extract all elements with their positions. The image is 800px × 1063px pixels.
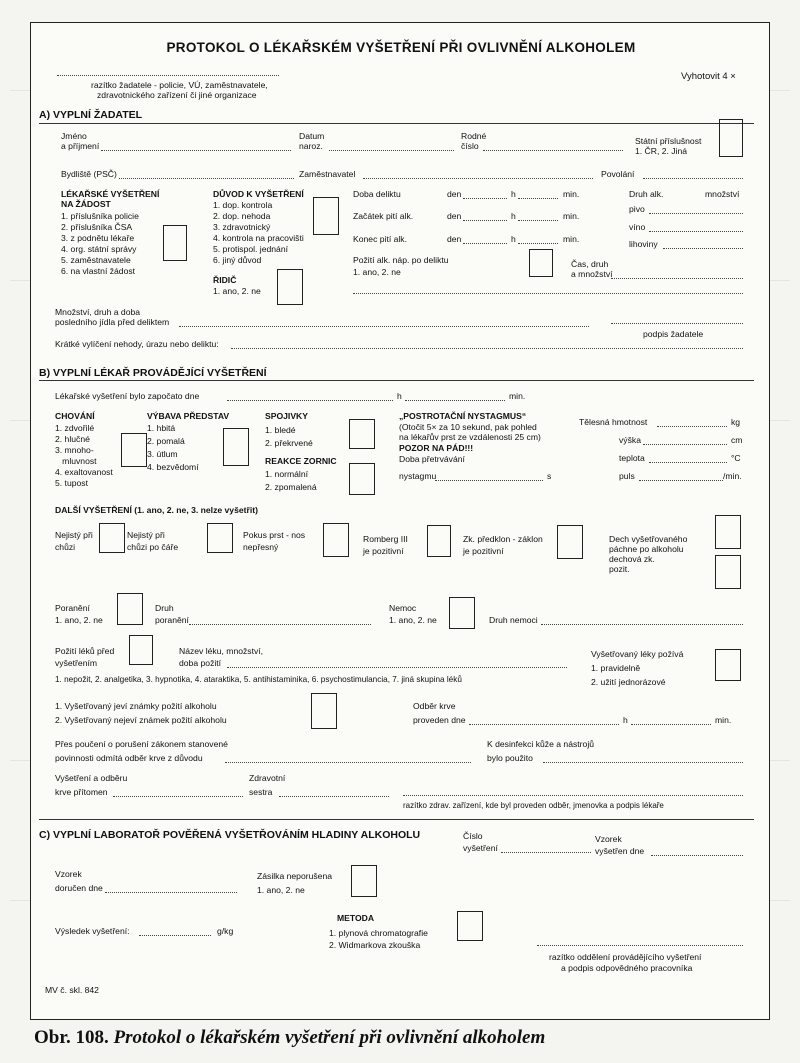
form-code: MV č. skl. 842 (45, 985, 99, 995)
citizenship-label: Státní příslušnost (635, 136, 702, 146)
weight-unit: kg (731, 417, 741, 427)
stamp-label-1: razítko žadatele - policie, VÚ, zaměstnavatele, (91, 80, 268, 90)
uses-drugs-opt-2: 2. užití jednorázové (591, 677, 666, 687)
time-kind-label-1: Čas, druh (571, 259, 609, 269)
breath-label-3: dechová zk. (609, 554, 655, 564)
exam-request-heading-1: LÉKAŘSKÉ VYŠETŘENÍ (61, 189, 160, 199)
exam-opt-6: 6. na vlastní žádost (61, 266, 136, 276)
wine-field[interactable] (649, 231, 743, 232)
reason-opt-4: 4. kontrola na pracovišti (213, 233, 304, 243)
refuse-reason-field[interactable] (225, 762, 471, 763)
conj-heading: SPOJIVKY (265, 411, 308, 421)
pulse-unit: /min. (723, 471, 742, 481)
stamp-label-2: zdravotnického zařízení či jiné organizace (97, 90, 257, 100)
day-label: den (447, 211, 462, 221)
equip-opt-3: 3. útlum (147, 449, 178, 459)
nystagmus-label: nystagmu (399, 471, 437, 481)
drugs-label-2: vyšetřením (55, 658, 98, 668)
exam-opt-3: 3. z podnětu lékaře (61, 233, 135, 243)
weight-field[interactable] (657, 426, 727, 427)
time-kind-label-2: a množství (571, 269, 613, 279)
uses-drugs-label: Vyšetřovaný léky požívá (591, 649, 684, 659)
injury-label: Poranění (55, 603, 90, 613)
day-label: den (447, 234, 462, 244)
temperature-field[interactable] (649, 462, 727, 463)
temperature-label: teplota (619, 453, 645, 463)
parcel-box[interactable] (351, 865, 377, 897)
pupil-opt-1: 1. normální (265, 469, 308, 479)
result-label: Výsledek vyšetření: (55, 926, 130, 936)
blood-draw-date-field[interactable] (469, 724, 619, 725)
blood-draw-hour-field[interactable] (631, 724, 711, 725)
employer-field[interactable] (363, 178, 593, 179)
behavior-heading: CHOVÁNÍ (55, 411, 95, 421)
illness-options: 1. ano, 2. ne (389, 615, 437, 625)
present-label-1: Vyšetření a odběru (55, 773, 128, 783)
spirits-field[interactable] (663, 248, 743, 249)
sample-recv-label-2: doručen dne (55, 883, 103, 893)
further-exam-heading: DALŠÍ VYŠETŘENÍ (1. ano, 2. ne, 3. nelze vyšetřit) (55, 505, 258, 515)
uses-drugs-box[interactable] (715, 649, 741, 681)
employer-label: Zaměstnavatel (299, 169, 356, 179)
occupation-label: Povolání (601, 169, 635, 179)
equip-box[interactable] (223, 428, 249, 466)
exam-request-box[interactable] (163, 225, 187, 261)
applicant-signature-label: podpis žadatele (643, 329, 704, 339)
wine-label: víno (629, 222, 646, 232)
sample-recv-date-field[interactable] (105, 892, 237, 893)
reason-box[interactable] (313, 197, 339, 235)
exam-started-date-field[interactable] (227, 400, 393, 401)
test-walk-box[interactable] (99, 523, 125, 553)
offense-day-field[interactable] (463, 198, 507, 199)
illness-type-field[interactable] (541, 624, 743, 625)
driver-heading: ŘIDIČ (213, 275, 237, 285)
section-b-heading: B) VYPLNÍ LÉKAŘ PROVÁDĚJÍCÍ VYŠETŘENÍ (39, 367, 267, 379)
alc-type-label: Druh alk. (629, 189, 664, 199)
parcel-options: 1. ano, 2. ne (257, 885, 305, 895)
test-bend-label-2: je pozitivní (463, 546, 504, 556)
after-offense-options: 1. ano, 2. ne (353, 267, 401, 277)
test-line-walk-box[interactable] (207, 523, 233, 553)
drinking-start-label: Začátek pití alk. (353, 211, 414, 221)
temperature-unit: °C (731, 453, 741, 463)
behavior-opt-5: 5. tupost (55, 478, 88, 488)
name-label: Jméno (61, 131, 87, 141)
result-unit: g/kg (217, 926, 234, 936)
clinic-stamp-line[interactable] (403, 795, 743, 796)
residence-label: Bydliště (PSČ) (61, 169, 117, 179)
reason-opt-6: 6. jiný důvod (213, 255, 262, 265)
clinic-stamp-label: razítko zdrav. zařízení, kde byl proveden odběr, jmenovka a podpis lékaře (403, 801, 664, 810)
end-day-field[interactable] (463, 243, 507, 244)
behavior-opt-1: 1. zdvořilé (55, 423, 95, 433)
date-label: Datum (299, 131, 325, 141)
exam-started-label: Lékařské vyšetření bylo započato dne (55, 391, 200, 401)
disinfection-label-2: bylo použito (487, 753, 533, 763)
injury-type-label-2: poranění (155, 615, 189, 625)
minute-label: min. (563, 189, 580, 199)
time-kind-field-2[interactable] (353, 293, 743, 294)
start-hour-field[interactable] (518, 220, 558, 221)
exam-request-heading-2: NA ŽÁDOST (61, 199, 111, 209)
reason-opt-2: 2. dop. nehoda (213, 211, 271, 221)
pupil-heading: REAKCE ZORNIC (265, 456, 337, 466)
birth-label: naroz. (299, 141, 323, 151)
test-romberg-label-1: Romberg III (363, 534, 408, 544)
injury-type-label-1: Druh (155, 603, 174, 613)
nurse-label-2: sestra (249, 787, 273, 797)
residence-field[interactable] (119, 178, 294, 179)
test-line-walk-label-2: chůzi po čáře (127, 542, 179, 552)
seconds-label: s (547, 471, 552, 481)
signs-opt-2: 2. Vyšetřovaný nejeví známek požití alkoholu (55, 715, 227, 725)
minute-label: min. (509, 391, 526, 401)
drugs-name-label-2: doba požití (179, 658, 222, 668)
beer-field[interactable] (649, 213, 743, 214)
drugs-name-field[interactable] (227, 667, 567, 668)
section-c-heading: C) VYPLNÍ LABORATOŘ POVĚŘENÁ VYŠETŘOVÁNÍM HLADINY ALKOHOLU (39, 829, 421, 841)
protocol-form (30, 22, 770, 1020)
disinfection-field[interactable] (543, 762, 743, 763)
nystagmus-duration-label: Doba přetrvávání (399, 454, 465, 464)
exam-started-hour-field[interactable] (405, 400, 505, 401)
illness-label: Nemoc (389, 603, 417, 613)
exam-opt-5: 5. zaměstnavatele (61, 255, 131, 265)
reason-opt-1: 1. dop. kontrola (213, 200, 273, 210)
meal-field[interactable] (179, 326, 589, 327)
pulse-label: puls (619, 471, 635, 481)
offense-duration-label: Doba deliktu (353, 189, 401, 199)
nystagmus-text-2: na lékařův prst ze vzdálenosti 25 cm) (399, 432, 541, 442)
drinking-end-label: Konec pití alk. (353, 234, 407, 244)
nystagmus-field[interactable] (435, 480, 543, 481)
birthno-label-2: číslo (461, 141, 479, 151)
time-kind-field[interactable] (611, 278, 743, 279)
method-opt-1: 1. plynová chromatografie (329, 928, 428, 938)
form-title: PROTOKOL O LÉKAŘSKÉM VYŠETŘENÍ PŘI OVLIVNĚNÍ ALKOHOLEM (166, 40, 636, 55)
minute-label: min. (563, 211, 580, 221)
behavior-opt-3b: mluvnost (55, 456, 97, 466)
hour-label: h (623, 715, 628, 725)
exam-number-label-2: vyšetření (463, 843, 498, 853)
sample-exam-label-1: Vzorek (595, 834, 622, 844)
exam-opt-1: 1. příslušníka policie (61, 211, 139, 221)
copies-note: Vyhotovit 4 × (681, 71, 736, 82)
conj-box[interactable] (349, 419, 375, 449)
test-finger-nose-box[interactable] (323, 523, 349, 557)
drugs-name-label-1: Název léku, množství, (179, 646, 264, 656)
present-label-2: krve přítomen (55, 787, 108, 797)
citizenship-box[interactable] (719, 119, 743, 157)
reason-heading: DŮVOD K VYŠETŘENÍ (213, 189, 304, 199)
drugs-list: 1. nepožit, 2. analgetika, 3. hypnotika, 4. ataraktika, 5. antihistaminika, 6. psychostimulancia, 7. jiná skupina léků (55, 675, 462, 684)
signs-box[interactable] (311, 693, 337, 729)
beer-label: pivo (629, 204, 645, 214)
uses-drugs-opt-1: 1. pravidelně (591, 663, 641, 673)
exam-opt-2: 2. příslušníka ČSA (61, 222, 133, 232)
accident-label: Krátké vylíčení nehody, úrazu nebo deliktu: (55, 339, 219, 349)
sample-exam-label-2: vyšetřen dne (595, 846, 645, 856)
hour-label: h (511, 211, 516, 221)
sample-exam-date-field[interactable] (651, 855, 743, 856)
pupil-opt-2: 2. zpomalená (265, 482, 317, 492)
exam-number-label-1: Číslo (463, 831, 483, 841)
caption-text: Protokol o lékařském vyšetření při ovlivnění alkoholem (113, 1027, 546, 1048)
behavior-opt-4: 4. exaltovanost (55, 467, 113, 477)
meal-label-2: posledního jídla před deliktem (55, 317, 170, 327)
test-finger-nose-label-1: Pokus prst - nos (243, 530, 306, 540)
breath-label-4: pozit. (609, 564, 630, 574)
breath-label-1: Dech vyšetřovaného (609, 534, 688, 544)
applicant-signature-line[interactable] (611, 323, 743, 324)
nurse-field[interactable] (279, 796, 389, 797)
nystagmus-heading: „POSTROTAČNÍ NYSTAGMUS“ (399, 411, 527, 421)
present-field[interactable] (113, 796, 243, 797)
divider (39, 123, 754, 124)
name-field[interactable] (101, 150, 291, 151)
behavior-opt-2: 2. hlučné (55, 434, 90, 444)
lab-stamp-line[interactable] (537, 945, 743, 946)
equip-opt-2: 2. pomalá (147, 436, 185, 446)
disinfection-label-1: K desinfekci kůže a nástrojů (487, 739, 595, 749)
refuse-label-2: povinnosti odmítá odběr krve z důvodu (55, 753, 203, 763)
drugs-label-1: Požití léků před (55, 646, 115, 656)
minute-label: min. (715, 715, 732, 725)
injury-box[interactable] (117, 593, 143, 625)
pupil-box[interactable] (349, 463, 375, 495)
height-unit: cm (731, 435, 743, 445)
parcel-label: Zásilka neporušena (257, 871, 333, 881)
test-bend-box[interactable] (557, 525, 583, 559)
minute-label: min. (563, 234, 580, 244)
test-line-walk-label-1: Nejistý při (127, 530, 165, 540)
divider (39, 380, 754, 381)
surname-label: a příjmení (61, 141, 100, 151)
signs-opt-1: 1. Vyšetřovaný jeví známky požití alkoholu (55, 701, 217, 711)
weight-label: Tělesná hmotnost (579, 417, 648, 427)
result-field[interactable] (139, 935, 211, 936)
equip-heading: VÝBAVA PŘEDSTAV (147, 411, 230, 421)
hour-label: h (511, 234, 516, 244)
accident-field[interactable] (231, 348, 743, 349)
driver-options: 1. ano, 2. ne (213, 286, 261, 296)
illness-type-label: Druh nemoci (489, 615, 538, 625)
amount-label: množství (705, 189, 740, 199)
equip-opt-4: 4. bezvědomí (147, 462, 199, 472)
offense-hour-field[interactable] (518, 198, 558, 199)
stamp-line (57, 75, 279, 76)
breath-smell-box[interactable] (715, 515, 741, 549)
meal-label-1: Množství, druh a doba (55, 307, 141, 317)
test-walk-label-2: chůzi (55, 542, 76, 552)
after-offense-box[interactable] (529, 249, 553, 277)
drugs-box[interactable] (129, 635, 153, 665)
injury-type-field[interactable] (189, 624, 371, 625)
driver-box[interactable] (277, 269, 303, 305)
breath-label-2: páchne po alkoholu (609, 544, 684, 554)
birthno-field[interactable] (483, 150, 623, 151)
test-romberg-label-2: je pozitivní (363, 546, 404, 556)
divider (39, 819, 754, 820)
nurse-label-1: Zdravotní (249, 773, 286, 783)
height-field[interactable] (643, 444, 727, 445)
blood-draw-label-2: proveden dne (413, 715, 466, 725)
spirits-label: lihoviny (629, 239, 658, 249)
figure-caption (34, 1027, 545, 1049)
end-hour-field[interactable] (518, 243, 558, 244)
nystagmus-text-1: (Otočit 5× za 10 sekund, pak pohled (399, 422, 537, 432)
sample-recv-label-1: Vzorek (55, 869, 82, 879)
reason-opt-3: 3. zdravotnický (213, 222, 271, 232)
test-finger-nose-label-2: nepřesný (243, 542, 279, 552)
method-box[interactable] (457, 911, 483, 941)
refuse-label-1: Přes poučení o porušení zákonem stanovené (55, 739, 228, 749)
lab-stamp-label-1: razítko oddělení provádějícího vyšetření (549, 952, 702, 962)
exam-number-field[interactable] (501, 852, 591, 853)
blood-draw-label-1: Odběr krve (413, 701, 456, 711)
test-walk-label-1: Nejistý při (55, 530, 93, 540)
after-offense-label: Požití alk. náp. po deliktu (353, 255, 449, 265)
day-label: den (447, 189, 462, 199)
lab-stamp-label-2: a podpis odpovědného pracovníka (561, 963, 693, 973)
hour-label: h (511, 189, 516, 199)
equip-opt-1: 1. hbitá (147, 423, 176, 433)
exam-opt-4: 4. org. státní správy (61, 244, 137, 254)
start-day-field[interactable] (463, 220, 507, 221)
method-opt-2: 2. Widmarkova zkouška (329, 940, 421, 950)
test-romberg-box[interactable] (427, 525, 451, 557)
method-heading: METODA (337, 913, 375, 923)
reason-opt-5: 5. protispol. jednání (213, 244, 289, 254)
behavior-box[interactable] (121, 433, 147, 467)
caption-label: Obr. 108. (34, 1027, 109, 1048)
occupation-field[interactable] (643, 178, 743, 179)
illness-box[interactable] (449, 597, 475, 629)
test-bend-label-1: Zk. předklon - záklon (463, 534, 543, 544)
nystagmus-warning: POZOR NA PÁD!!! (399, 443, 474, 453)
citizenship-options: 1. ČR, 2. Jiná (635, 146, 688, 156)
conj-opt-2: 2. překrvené (265, 438, 313, 448)
behavior-opt-3: 3. mnoho- (55, 445, 94, 455)
hour-label: h (397, 391, 402, 401)
height-label: výška (619, 435, 641, 445)
injury-options: 1. ano, 2. ne (55, 615, 103, 625)
breath-test-box[interactable] (715, 555, 741, 589)
conj-opt-1: 1. bledé (265, 425, 296, 435)
section-a-heading: A) VYPLNÍ ŽADATEL (39, 109, 143, 121)
pulse-field[interactable] (639, 480, 723, 481)
birthno-label-1: Rodné (461, 131, 487, 141)
birthdate-field[interactable] (329, 150, 454, 151)
